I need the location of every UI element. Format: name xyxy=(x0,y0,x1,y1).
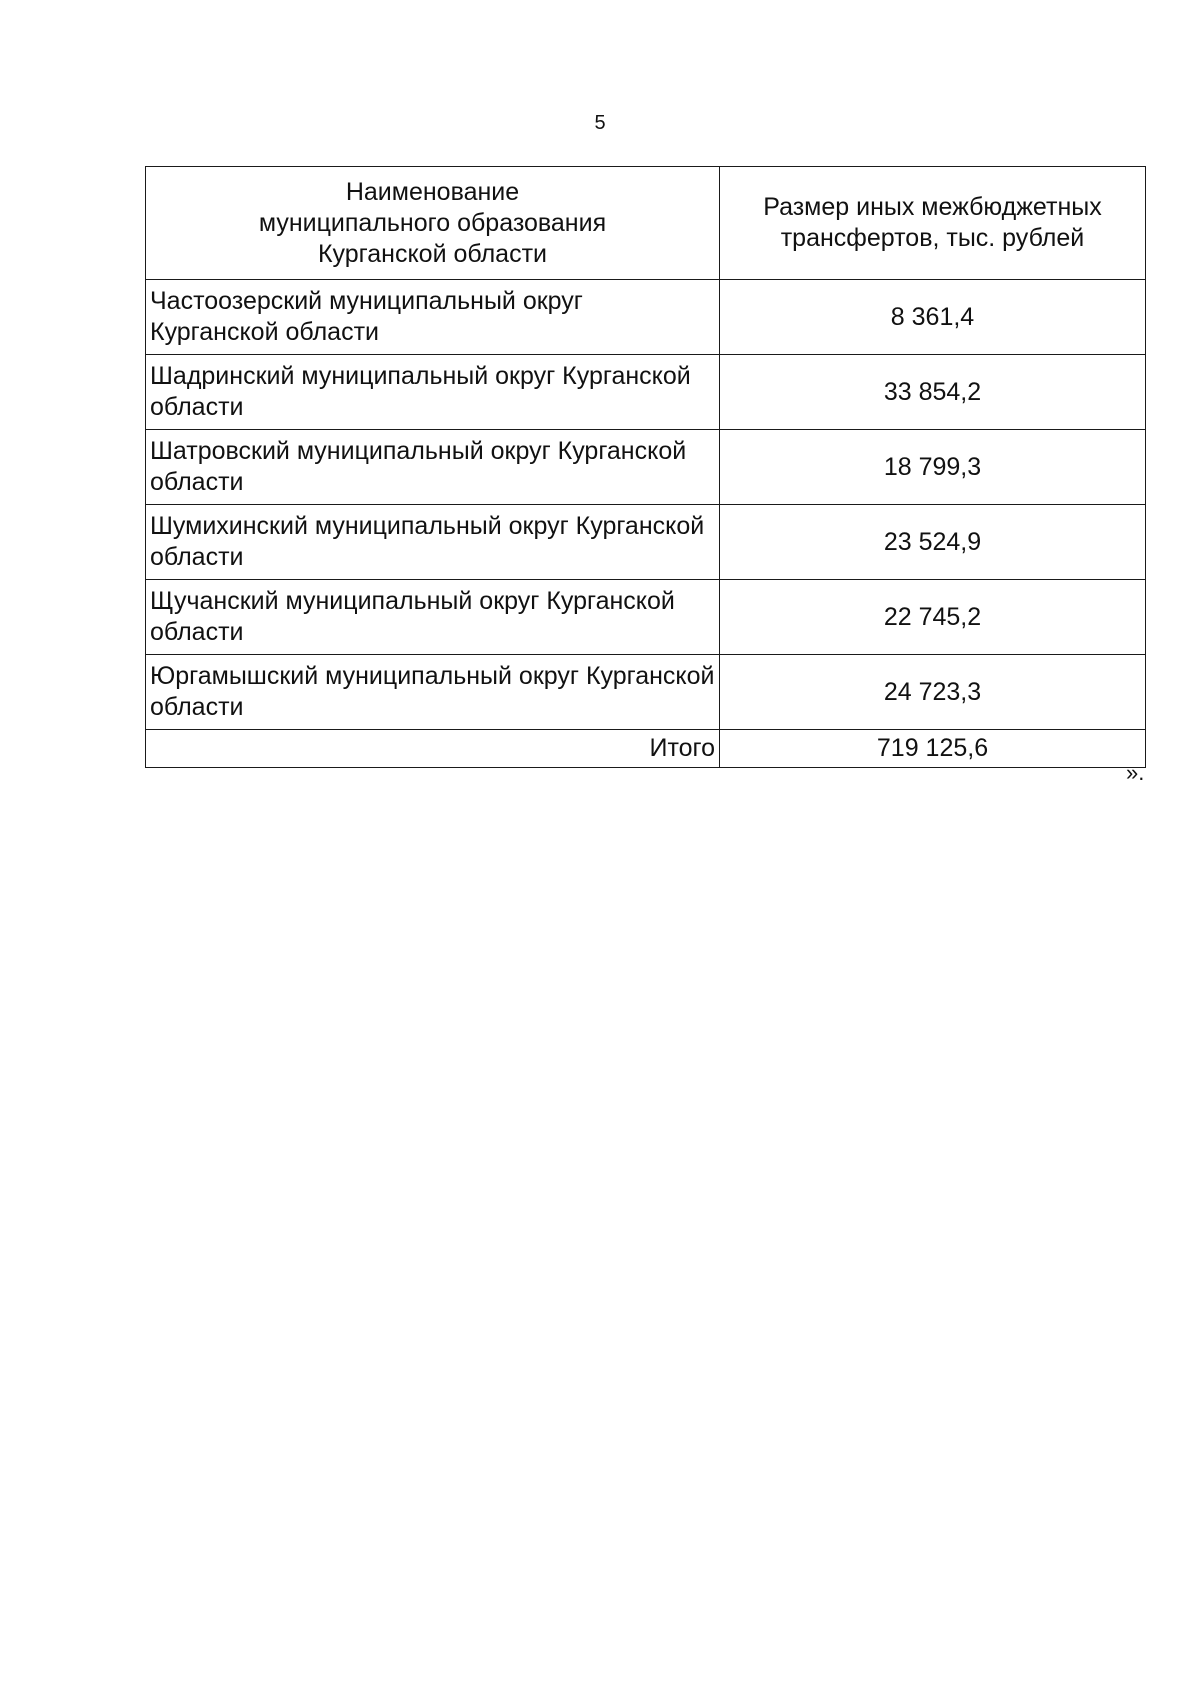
table-row xyxy=(146,655,1146,730)
header-municipality-name-text: Наименование муниципального образования Курганской области xyxy=(258,177,607,268)
table-row xyxy=(146,505,1146,580)
total-row xyxy=(146,730,1146,768)
municipality-name-cell: Шумихинский муниципальный округ Курганской области xyxy=(146,505,720,580)
table-row xyxy=(146,580,1146,655)
municipality-name-cell: Щучанский муниципальный округ Курганской области xyxy=(146,580,720,655)
table-header-row xyxy=(146,167,1146,280)
total-label: Итого xyxy=(146,730,720,768)
closing-quote-mark: ». xyxy=(1126,760,1145,785)
transfer-amount-cell: 18 799,3 xyxy=(720,430,1146,505)
total-amount: 719 125,6 xyxy=(720,730,1146,768)
transfers-table xyxy=(145,166,1146,768)
table-row xyxy=(146,355,1146,430)
transfer-amount-cell: 33 854,2 xyxy=(720,355,1146,430)
table-row xyxy=(146,430,1146,505)
header-transfer-amount-text: Размер иных межбюджетных трансфертов, тыс. рублей xyxy=(763,193,1102,252)
municipality-name-cell: Шатровский муниципальный округ Курганской области xyxy=(146,430,720,505)
transfer-amount-cell: 22 745,2 xyxy=(720,580,1146,655)
municipality-name-cell: Частоозерский муниципальный округ Курганской области xyxy=(146,280,720,355)
transfer-amount-cell: 23 524,9 xyxy=(720,505,1146,580)
municipality-name-cell: Шадринский муниципальный округ Курганской области xyxy=(146,355,720,430)
table-row xyxy=(146,280,1146,355)
transfer-amount-cell: 24 723,3 xyxy=(720,655,1146,730)
header-transfer-amount xyxy=(720,167,1146,280)
page-number: 5 xyxy=(594,112,606,134)
header-municipality-name xyxy=(146,167,720,280)
transfer-amount-cell: 8 361,4 xyxy=(720,280,1146,355)
municipality-name-cell: Юргамышский муниципальный округ Курганской области xyxy=(146,655,720,730)
